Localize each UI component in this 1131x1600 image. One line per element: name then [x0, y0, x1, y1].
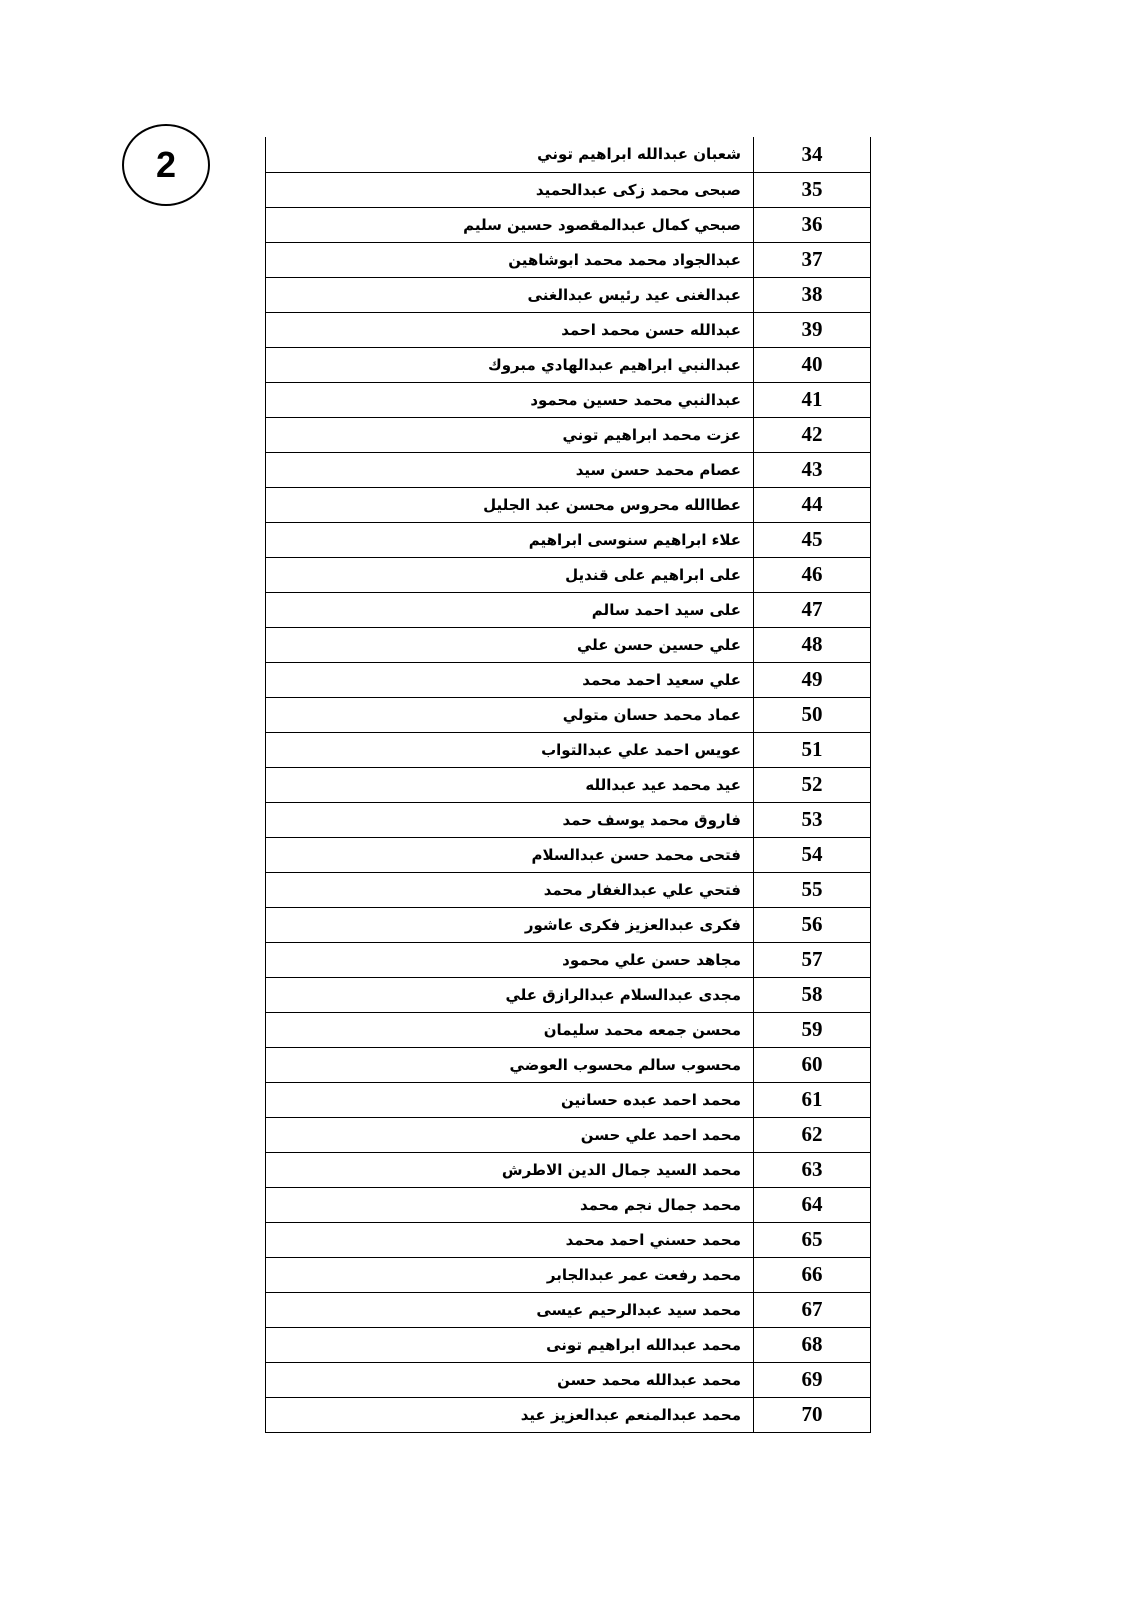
table-row [266, 382, 871, 417]
row-number: 45 [754, 522, 871, 557]
person-name: عبدالله حسن محمد احمد [266, 312, 754, 347]
table-row [266, 837, 871, 872]
person-name: محمد جمال نجم محمد [266, 1187, 754, 1222]
row-number: 61 [754, 1082, 871, 1117]
table-row [266, 767, 871, 802]
person-name: عيد محمد عيد عبدالله [266, 767, 754, 802]
person-name: محمد السيد جمال الدين الاطرش [266, 1152, 754, 1187]
person-name: محمد احمد علي حسن [266, 1117, 754, 1152]
person-name: علاء ابراهيم سنوسى ابراهيم [266, 522, 754, 557]
table-row [266, 172, 871, 207]
row-number: 56 [754, 907, 871, 942]
person-name: فكرى عبدالعزيز فكرى عاشور [266, 907, 754, 942]
page-number-badge [122, 124, 210, 206]
table-row [266, 942, 871, 977]
table-row [266, 977, 871, 1012]
person-name: محمد احمد عبده حسانين [266, 1082, 754, 1117]
table-row [266, 732, 871, 767]
row-number: 70 [754, 1397, 871, 1432]
person-name: محمد عبدالله ابراهيم تونى [266, 1327, 754, 1362]
table-row [266, 1292, 871, 1327]
table-row [266, 697, 871, 732]
table-row [266, 802, 871, 837]
row-number: 51 [754, 732, 871, 767]
person-name: عبدالجواد محمد محمد ابوشاهين [266, 242, 754, 277]
person-name: محسن جمعه محمد سليمان [266, 1012, 754, 1047]
table-row [266, 242, 871, 277]
names-table [265, 137, 871, 1433]
person-name: محسوب سالم محسوب العوضي [266, 1047, 754, 1082]
row-number: 40 [754, 347, 871, 382]
person-name: عبدالنبي محمد حسين محمود [266, 382, 754, 417]
row-number: 64 [754, 1187, 871, 1222]
row-number: 44 [754, 487, 871, 522]
row-number: 34 [754, 137, 871, 172]
row-number: 46 [754, 557, 871, 592]
row-number: 59 [754, 1012, 871, 1047]
person-name: عصام محمد حسن سيد [266, 452, 754, 487]
table-row [266, 872, 871, 907]
person-name: على سيد احمد سالم [266, 592, 754, 627]
person-name: فاروق محمد يوسف حمد [266, 802, 754, 837]
table-row [266, 207, 871, 242]
row-number: 66 [754, 1257, 871, 1292]
person-name: شعبان عبدالله ابراهيم توني [266, 137, 754, 172]
row-number: 67 [754, 1292, 871, 1327]
person-name: عماد محمد حسان متولي [266, 697, 754, 732]
row-number: 62 [754, 1117, 871, 1152]
person-name: محمد حسني احمد محمد [266, 1222, 754, 1257]
table-row [266, 1187, 871, 1222]
row-number: 37 [754, 242, 871, 277]
row-number: 55 [754, 872, 871, 907]
table-row [266, 522, 871, 557]
row-number: 58 [754, 977, 871, 1012]
table-row [266, 592, 871, 627]
person-name: محمد رفعت عمر عبدالجابر [266, 1257, 754, 1292]
row-number: 43 [754, 452, 871, 487]
row-number: 42 [754, 417, 871, 452]
row-number: 50 [754, 697, 871, 732]
row-number: 57 [754, 942, 871, 977]
names-table-body [266, 137, 871, 1432]
person-name: محمد عبدالمنعم عبدالعزيز عيد [266, 1397, 754, 1432]
person-name: محمد عبدالله محمد حسن [266, 1362, 754, 1397]
table-row [266, 487, 871, 522]
person-name: مجاهد حسن علي محمود [266, 942, 754, 977]
person-name: عبدالنبي ابراهيم عبدالهادي مبروك [266, 347, 754, 382]
table-row [266, 1152, 871, 1187]
row-number: 41 [754, 382, 871, 417]
person-name: عطاالله محروس محسن عبد الجليل [266, 487, 754, 522]
page-number: 2 [155, 144, 177, 185]
person-name: صبحى محمد زكى عبدالحميد [266, 172, 754, 207]
table-row [266, 1082, 871, 1117]
table-row [266, 137, 871, 172]
person-name: فتحى محمد حسن عبدالسلام [266, 837, 754, 872]
row-number: 63 [754, 1152, 871, 1187]
row-number: 60 [754, 1047, 871, 1082]
row-number: 39 [754, 312, 871, 347]
row-number: 53 [754, 802, 871, 837]
table-row [266, 1222, 871, 1257]
person-name: محمد سيد عبدالرحيم عيسى [266, 1292, 754, 1327]
person-name: على ابراهيم على قنديل [266, 557, 754, 592]
table-row [266, 557, 871, 592]
row-number: 48 [754, 627, 871, 662]
table-row [266, 277, 871, 312]
table-row [266, 1012, 871, 1047]
table-row [266, 1257, 871, 1292]
row-number: 69 [754, 1362, 871, 1397]
row-number: 65 [754, 1222, 871, 1257]
person-name: علي حسين حسن علي [266, 627, 754, 662]
row-number: 35 [754, 172, 871, 207]
table-row [266, 1327, 871, 1362]
table-row [266, 1362, 871, 1397]
table-row [266, 1397, 871, 1432]
row-number: 54 [754, 837, 871, 872]
person-name: مجدى عبدالسلام عبدالرازق علي [266, 977, 754, 1012]
row-number: 47 [754, 592, 871, 627]
person-name: عويس احمد علي عبدالتواب [266, 732, 754, 767]
person-name: فتحي علي عبدالغفار محمد [266, 872, 754, 907]
table-row [266, 1117, 871, 1152]
table-row [266, 1047, 871, 1082]
person-name: عبدالغنى عيد رئيس عبدالغنى [266, 277, 754, 312]
person-name: صبحي كمال عبدالمقصود حسين سليم [266, 207, 754, 242]
table-row [266, 907, 871, 942]
row-number: 36 [754, 207, 871, 242]
row-number: 52 [754, 767, 871, 802]
table-row [266, 627, 871, 662]
table-row [266, 417, 871, 452]
table-row [266, 452, 871, 487]
table-row [266, 662, 871, 697]
row-number: 38 [754, 277, 871, 312]
table-row [266, 347, 871, 382]
person-name: علي سعيد احمد محمد [266, 662, 754, 697]
person-name: عزت محمد ابراهيم توني [266, 417, 754, 452]
row-number: 68 [754, 1327, 871, 1362]
table-row [266, 312, 871, 347]
row-number: 49 [754, 662, 871, 697]
